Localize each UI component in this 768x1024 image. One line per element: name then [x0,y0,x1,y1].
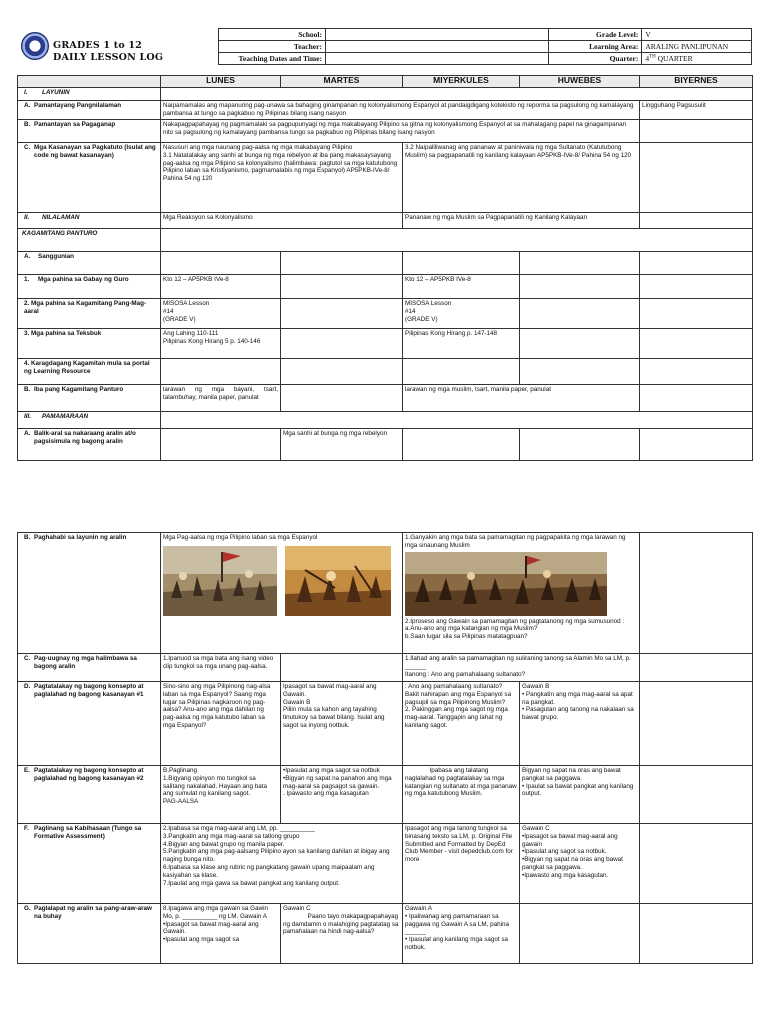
gabay-guro-tue [281,275,403,299]
day-header-wed: MIYERKULES [403,76,520,88]
sanggunian-label: A. Sanggunian [18,252,161,275]
karagdagang-wed [403,359,520,385]
grade-level-label: Grade Level: [548,29,642,41]
paglalapat-label: G. Paglalapat ng aralin sa pang-araw-araw na buhay [18,904,161,964]
pag-uugnay-mon: 1.Ipanuod sa mga bata ang isang video clip tungkol sa mga unang pag-aalsa. [161,654,281,682]
layunin-heading: I. LAYUNIN [18,88,161,101]
pag-uugnay-label: C. Pag-uugnay ng mga halimbawa sa bagong aralin [18,654,161,682]
teaching-dates-label: Teaching Dates and Time: [219,53,326,65]
sanggunian-thu [520,252,640,275]
deped-seal-icon [21,32,49,60]
pamamaraan-label: III. PAMAMARAAN [18,412,161,429]
gabay-guro-thu [520,275,640,299]
day-header-tue: MARTES [281,76,403,88]
paghahabi-wed-thu [403,533,640,654]
brand-line-1: GRADES 1 to 12 [53,40,142,51]
pamantayang-pangnilalaman-label: A. Pamantayang Pangnilalaman [18,101,161,120]
sanggunian-mon [161,252,281,275]
pagtatalakay-1-label: D. Pagtatalakay ng bagong konsepto at paglalahad ng bagong kasanayan #1 [18,682,161,766]
sanggunian-fri [640,252,753,275]
pamantayang-pangnilalaman-text: Naipamamalas ang mapanuring pag-unawa sa bahaging ginampanan ng kolonyalismong Espanyol at pandaigdigang kotekisto ng reporma sa pagsulong ng kamalayang pambansa at tungo sa pagkabuo ng Pilipinas bilang isang nasyon [161,101,640,120]
kasanayan-label: C. Mga Kasanayan sa Pagkatuto (Isulat ang code ng bawat kasanayan) [18,143,161,213]
karagdagang-thu [520,359,640,385]
pagtatalakay-1-mon: Sino-sino ang mga Pilipinong nag-alsa laban sa mga Espanyol? Saang mga lugar sa Pilipinas nagkaroon ng pag-aalsa? Anu-ano ang mga dahilan ng pag-aalsa ng mga katutubo laban sa mga Espanyol? [161,682,281,766]
pagtatalakay-2-label: E. Pagtatalakay ng bagong konsepto at paglalahad ng bagong kasanayan #2 [18,766,161,824]
kasanayan-wed-thu: 3.2 Naipaliliwanag ang pananaw at paniniwala ng mga Sultanato (Katutubong Muslim) sa pagpapanatili ng kanilang kalayaan AP5PKB-IVe-8/ Pahina 54 ng 120 [403,143,640,213]
battle-painting-icon [285,546,391,616]
paghahabi-fri [640,533,753,654]
muslim-warriors-painting-icon [405,552,607,616]
gabay-guro-mon: Kto 12 – AP5PKB IVe-8 [161,275,281,299]
pamantayan-fri [640,120,753,143]
pamantayan-sa-pagaganap-text: Nakapagpapahayag ng pagmamalaki sa pagpupunyagi ng mga makabayang Pilipino sa gitna ng kolonyalismong Espanyol at sa mahalagang papel na ginagampanan nito sa pagsulong ng kamalayang pambansa tungo sa pagkabuo ng Pilipinas bilang isang nasyon [161,120,640,143]
gabay-guro-fri [640,275,753,299]
kagamitang-mag-aaral-fri [640,299,753,329]
gabay-guro-wed: Kto 12 – AP5PKB IVe-8 [403,275,520,299]
revolt-painting-icon [163,546,277,616]
paglalapat-fri [640,904,753,964]
pag-uugnay-wed-thu: 1.Ilahad ang aralin sa pamamagitan ng suliraning tanong sa Alamin Mo sa LM, p. ______ Itanong : Ano ang pamahalaang sultanato? [403,654,640,682]
kagamitang-mag-aaral-wed: MISOSA Lesson #14 (GRADE V) [403,299,520,329]
lesson-log-table-bottom [17,532,753,964]
quarter-value[interactable] [642,53,752,65]
teksbuk-fri [640,329,753,359]
pagtatalakay-2-tue: •Ipasulat ang mga sagot sa notbuk •Bigyan ng sapat na panahon ang mga mag-aaral sa pagsagot sa gawain. . Ipawasto ang mga kasagutan [281,766,403,824]
paghahabi-label: B. Paghahabi sa layunin ng aralin [18,533,161,654]
teksbuk-label: 3. Mga pahina sa Teksbuk [18,329,161,359]
balik-aral-mon [161,429,281,461]
paglalapat-wed: Gawain A • Ipaliwanag ang pamamaraan sa paggawa ng Gawain A sa LM, pahina ______ • Ipasulat ang kanilang mga sagot sa notbuk. [403,904,520,964]
teacher-value[interactable] [325,41,548,53]
kagamitang-mag-aaral-thu [520,299,640,329]
karagdagang-tue [281,359,403,385]
teksbuk-wed: Pilipinas Kong Hirang p. 147-148 [403,329,520,359]
karagdagang-mon [161,359,281,385]
corner-cell [18,76,161,88]
sanggunian-tue [281,252,403,275]
lesson-log-table-top [17,75,753,461]
day-header-thu: HUWEBES [520,76,640,88]
iba-pang-kagamitan-fri [640,385,753,412]
school-label: School: [219,29,326,41]
nilalaman-fri [640,213,753,229]
school-value[interactable] [325,29,548,41]
gabay-guro-label: 1. Mga pahina sa Gabay ng Guro [18,275,161,299]
nilalaman-mon-tue: Mga Reaksyon sa Kolonyalismo [161,213,403,229]
kabihasaan-thu: Gawain C •Ipasagot sa bawat mag-aaral ang gawain •Ipasulat ang sagot sa notbuk. •Bigyan ng sapat na oras ang bawat pangkat sa paggawa. •Ipawasto ang mga kasagutan. [520,824,640,904]
pagtatalakay-1-fri [640,682,753,766]
iba-pang-kagamitan-mon: larawan ng mga bayani, tsart, talambuhay, manila paper, panulat [161,385,281,412]
quarter-label: Quarter: [548,53,642,65]
teaching-dates-value[interactable] [325,53,548,65]
balik-aral-thu [520,429,640,461]
paghahabi-wed-step1: 1.Ganyakin ang mga bata sa pamamagitan ng pagpapakita ng mga larawan ng mga sinaunang Muslim [405,534,626,549]
kagamitang-panturo-label: KAGAMITANG PANTURO [18,229,161,252]
teksbuk-thu [520,329,640,359]
layunin-blank [161,88,753,101]
iba-pang-kagamitan-tue [281,385,403,412]
kabihasaan-label: F. Paglinang sa Kabihasaan (Tungo sa Formative Assessment) [18,824,161,904]
paglalapat-tue: Gawain C Paano tayo makapagpapahayag ng damdamin o malahiging pagtatatag sa pamahalaan na hindi nag-aalsa? [281,904,403,964]
pag-uugnay-tue [281,654,403,682]
paghahabi-wed-step2: 2.Iproseso ang Gawain sa pamamagitan ng pagtatanong ng mga sumusunod : a.Anu-ano ang mga katangian ng mga Muslim? b.Saan lugar sila sa Pilipinas matatagpuan? [405,617,625,641]
pamamaraan-blank [161,412,753,429]
kasanayan-fri [640,143,753,213]
learning-area-label: Learning Area: [548,41,642,53]
kagamitang-panturo-blank [161,229,753,252]
pagtatalakay-1-wed: : Ano ang pamahalaang sultanato? Bakit nahirapan ang mga Espanyol sa pagsupil sa mga Pilipinong Muslim? 2. Pakinggan ang mga sagot ng mga mag-aaral. Tanggapin ang lahat ng kanilang sagot. [403,682,520,766]
nilalaman-wed-thu: Pananaw ng mga Muslim sa Pagpapanatili ng Kanilang Kalayaan [403,213,640,229]
pagtatalakay-2-wed: Ipabasa ang talatang naglalahad ng pagtatalakay sa mga katangian ng sultanato at mga pananaw ng mga katutubong Muslim. [403,766,520,824]
paghahabi-title: Mga Pag-aalsa ng mga Pilipino laban sa mga Espanyol [163,534,318,541]
day-header-fri: BIYERNES [640,76,753,88]
header-info-table [218,28,752,65]
paghahabi-mon-tue [161,533,403,654]
pagtatalakay-2-mon: B.Paglinang 1.Bigyang opinyon mo tungkol sa salitang nakalahad. Hayaan ang bata ang sumulat ng kanilang sagot. PAG-AALSA [161,766,281,824]
iba-pang-kagamitan-wed: larawan ng mga muslim, tsart, manila paper, panulat [403,385,640,412]
brand-line-2: DAILY LESSON LOG [53,52,164,63]
paglalapat-mon: 8.Ipagawa ang mga gawain sa Gawin Mo, p. __________ ng LM. Gawain A •Ipasagot sa bawat mag-aaral ang Gawain. •Ipasulat ang mga sagot sa [161,904,281,964]
balik-aral-label: A. Balik-aral sa nakaraang aralin at/o pagsisimula ng bagong aralin [18,429,161,461]
grade-level-value[interactable]: V [642,29,752,41]
quarter-word: QUARTER [655,54,693,63]
brand-title [53,40,163,64]
kagamitang-mag-aaral-label: 2. Mga pahina sa Kagamitang Pang-Mag-aaral [18,299,161,329]
balik-aral-tue: Mga sanhi at bunga ng mga rebelyon [281,429,403,461]
kabihasaan-wed: Ipasagot ang mga tanong tungkol sa binasang teksto sa LM, p. Original File Submitted and Formatted by DepEd Club Member - visit depedclub.com for more [403,824,520,904]
pagtatalakay-2-fri [640,766,753,824]
teacher-label: Teacher: [219,41,326,53]
teksbuk-mon: Ang Lahing 110-111 Pilipinas Kong Hirang 5 p. 140-146 [161,329,281,359]
pagtatalakay-1-tue: Ipasagot sa bawat mag-aaral ang Gawain. Gawain B Piliin mula sa kahon ang tayahing tinutukoy sa bawat bilang. Isulat ang sagot sa inyong notbuk. [281,682,403,766]
balik-aral-wed [403,429,520,461]
kagamitang-mag-aaral-mon: MISOSA Lesson #14 (GRADE V) [161,299,281,329]
karagdagang-kagamitan-label: 4. Karagdagang Kagamitan mula sa portal ng Learning Resource [18,359,161,385]
pagtatalakay-2-thu: Bigyan ng sapat na oras ang bawat pangkat sa paggawa. • Ipaulat sa bawat pangkat ang kanilang output. [520,766,640,824]
pag-uugnay-fri [640,654,753,682]
pagtatalakay-1-thu: Gawain B • Pangkatin ang mga mag-aaral sa apat na pangkat. • Pasagutan ang tanong na nakalaan sa bawat grupo. [520,682,640,766]
learning-area-value[interactable]: ARALING PANLIPUNAN [642,41,752,53]
quarter-suffix: TH [649,54,656,60]
kabihasaan-mon-tue: 2.Ipabasa sa mga mag-aaral ang LM, pp. __________ 3.Pangkatin ang mga mag-aaral sa tatlong grupo 4.Bigyan ang bawat grupo ng manila paper. 5.Pangkatin ang mga pag-aalsang Pilipino ayon sa kanilang dahilan at ibigay ang naging bunga nito. 6.Ipabasa sa klase ang rubric ng pangkatang gawain upang maipaalam ang kasiyahan sa klase. 7.Ipaulat ang mga gawa sa bawat pangkat ang kanilang output. [161,824,403,904]
karagdagang-fri [640,359,753,385]
quarter-number: 4 [645,54,650,63]
iba-pang-kagamitan-label: B. Iba pang Kagamitang Panturo [18,385,161,412]
paglalapat-thu [520,904,640,964]
nilalaman-label: II. NILALAMAN [18,213,161,229]
sanggunian-wed [403,252,520,275]
teksbuk-tue [281,329,403,359]
pamantayan-sa-pagaganap-label: B. Pamantayan sa Pagaganap [18,120,161,143]
balik-aral-fri [640,429,753,461]
kagamitang-mag-aaral-tue [281,299,403,329]
kabihasaan-fri [640,824,753,904]
day-header-mon: LUNES [161,76,281,88]
lingguhang-pagsusulit: Lingguhang Pagsusulit [640,101,753,120]
kasanayan-mon-tue: Nasusuri ang mga naunang pag-aalsa ng mga makabayang Pilipino 3.1 Natatalakay ang sanhi at bunga ng mga rebelyon at iba pang makasaysayang pag-aalsa ng mga Pilipino sa kolonyalismo (halimbawa: pagtutol sa mga katutubong Pilipino laban sa Kristiyanismo, pagmamalabis ng mga Espanyol) AP5PKB-IVe-8/ Pahina 54 ng 120 [161,143,403,213]
